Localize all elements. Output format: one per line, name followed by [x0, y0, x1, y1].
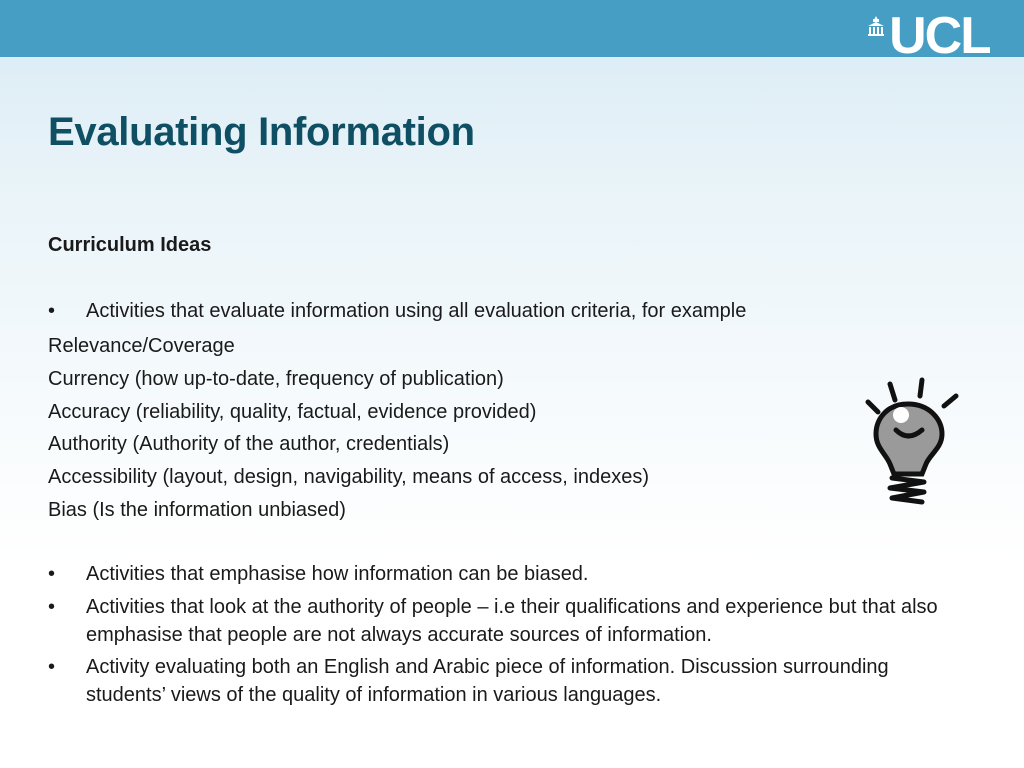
intro-bullet: [48, 297, 966, 325]
criteria-item: Accessibility (layout, design, navigability, means of access, indexes): [48, 466, 650, 489]
bullet-marker: •: [48, 596, 56, 618]
criteria-list: [48, 330, 649, 527]
list-item: [48, 560, 966, 588]
bullet-text: Activities that evaluate information using all evaluation criteria, for example: [86, 300, 747, 322]
bullet-marker: •: [48, 656, 56, 678]
list-item: [48, 593, 966, 649]
criteria-item: Relevance/Coverage: [48, 335, 235, 357]
bullet-text: Activities that emphasise how information can be biased.: [86, 563, 589, 585]
bullet-marker: •: [48, 300, 56, 322]
criteria-item: Currency (how up-to-date, frequency of publication): [48, 367, 504, 390]
bullet-marker: •: [48, 563, 56, 585]
subheading: Curriculum Ideas: [48, 234, 212, 256]
slide-title: Evaluating Information: [48, 110, 475, 154]
bullet-text: Activities that look at the authority of people – i.e their qualifications and experience but that also emphasise that people are not always accurate sources of information.: [86, 596, 938, 646]
criteria-item: Accuracy (reliability, quality, factual, evidence provided): [48, 400, 537, 423]
bullet-text: Activity evaluating both an English and Arabic piece of information. Discussion surrounding students’ views of the quality of information in various languages.: [86, 656, 889, 706]
ucl-logo: [867, 14, 990, 58]
portico-icon: [867, 14, 885, 38]
list-item: [48, 653, 966, 709]
criteria-item: Authority (Authority of the author, credentials): [48, 433, 450, 456]
logo-text: UCL: [889, 14, 990, 58]
lightbulb-icon: [860, 374, 964, 510]
criteria-item: Bias (Is the information unbiased): [48, 498, 346, 521]
